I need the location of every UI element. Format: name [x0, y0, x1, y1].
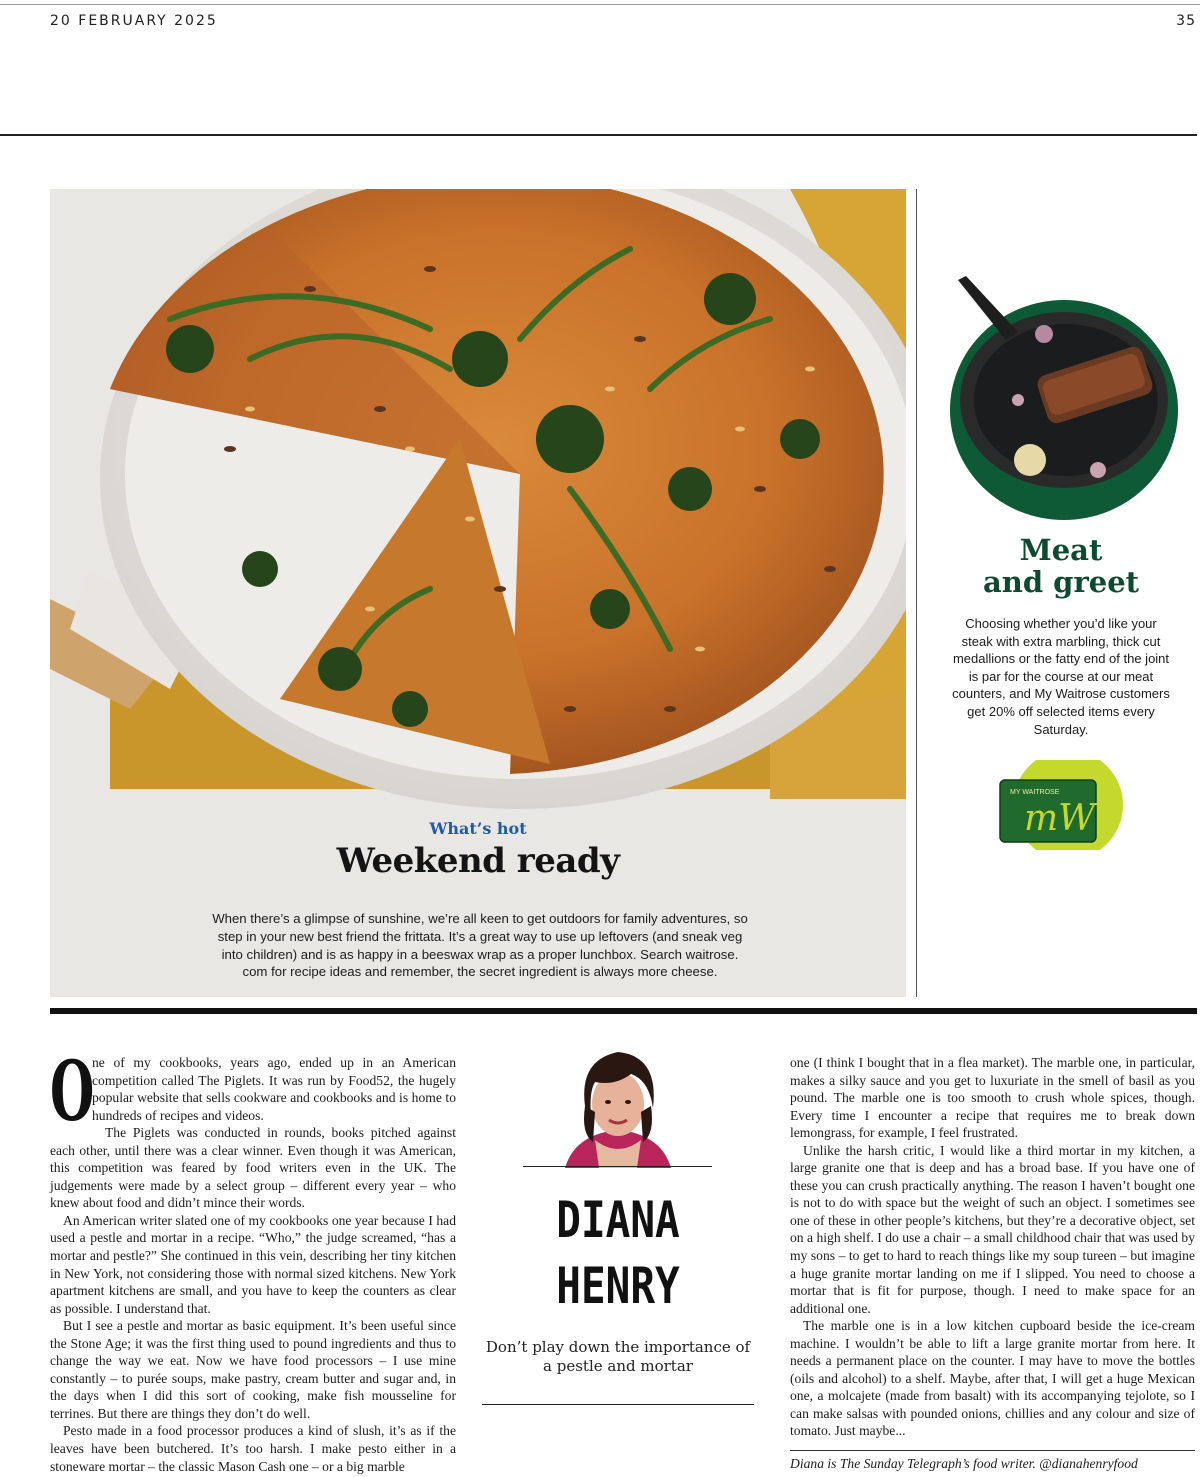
card-monogram: mW — [1024, 798, 1096, 839]
author-footnote: Diana is The Sunday Telegraph’s food writer. @dianahenryfood — [790, 1456, 1138, 1471]
top-rule — [0, 4, 1200, 5]
paragraph: ne of my cookbooks, years ago, ended up in an American competition called The Piglets. It was run by Food52, the hugely popular website that sells cookware and cookbooks and is home to hundreds of recipes and videos. — [92, 1055, 456, 1123]
issue-date: 20 FEBRUARY 2025 — [50, 13, 218, 29]
author-name-first: DIANA — [556, 1191, 680, 1249]
drop-cap: O — [50, 1044, 95, 1140]
page-number: 35 — [1176, 13, 1196, 29]
article-column-2 — [790, 1054, 1195, 1440]
sidebar-title-line-2: and greet — [982, 565, 1140, 599]
section-rule — [50, 1008, 1197, 1014]
paragraph: The Piglets was conducted in rounds, books pitched against each other, until there was a clear winner. Even though it was American, this competition was feared by food writers even in the UK. The judgements were made by a select group – different every year – who knew about food and didn’t mince their words. — [50, 1125, 456, 1211]
skillet-steak-icon — [948, 270, 1180, 522]
author-portrait — [545, 1046, 691, 1168]
article-column-1 — [50, 1044, 456, 1475]
paragraph: But I see a pestle and mortar as basic equipment. It’s been useful since the Stone Age; it was the first thing used to pound ingredients and thus to change the way we eat. Now we have food processors – I use mine constantly – to purée soups, make pastry, cream butter and sugar and, in the days when I did this sort of cooking, make fish mousseline for terrines. But there are things they don’t do well. — [50, 1318, 456, 1421]
sidebar-title-line-1: Meat — [1019, 533, 1103, 567]
column-divider — [916, 189, 917, 997]
standfirst-rule — [482, 1404, 754, 1405]
hero-title: Weekend ready — [336, 841, 620, 881]
sidebar-body: Choosing whether you’d like your steak with extra marbling, thick cut medallions or the fatty end of the joint is par for the course at our meat counters, and My Waitrose customers get 20% off selected items every Saturday. — [952, 616, 1170, 737]
footnote-rule — [790, 1450, 1195, 1451]
hero-panel — [50, 189, 906, 997]
author-name-last: HENRY — [556, 1257, 680, 1315]
paragraph: An American writer slated one of my cookbooks one year because I had used a pestle and mortar in a recipe. “Who,” the judge screamed, “has a mortar and pestle?” She continued in this vein, describing her tiny kitchen in New York, not considering those with normal sized kitchens. New York apartment kitchens are small, and you have to keep the counters as clear as possible. I understand that. — [50, 1212, 456, 1316]
hero-body: When there’s a glimpse of sunshine, we’re all keen to get outdoors for family adventures, so step in your new best friend the frittata. It’s a great way to use up leftovers (and sneak veg into children) and is as happy in a beeswax wrap as a proper lunchbox. Search waitrose. com for recipe ideas and remember, the secret ingredient is always more cheese. — [212, 911, 748, 980]
paragraph: Pesto made in a food processor produces a kind of slush, it’s as if the leaves have been butchered. It’s too harsh. I make pesto either in a stoneware mortar – the classic Mason Cash one – or a big marble — [50, 1423, 456, 1474]
portrait-rule — [523, 1166, 712, 1167]
hero-kicker: What’s hot — [429, 819, 527, 838]
header-rule — [0, 134, 1197, 136]
paragraph: Unlike the harsh critic, I would like a third mortar in my kitchen, a large granite one that is deep and has a broad base. If you have one of these you can crush practically anything. The reason I haven’t bought one is not to do with space but the weight of such an object. I sometimes see one of these in other people’s kitchens, but they’re a decorative object, set on a high shelf. I do use a chair – a small childhood chair that was used by my sons – to get to hard to reach things like my soup tureen – but imagine a huge granite mortar landing on me if I slipped. You need to choose a mortar that is fit for purpose, though. I need to make space for an additional one. — [790, 1142, 1195, 1316]
paragraph: one (I think I bought that in a flea market). The marble one, in particular, makes a silky sauce and you get to luxuriate in the smell of basil as you pound. The marble one is too smooth to crush whole spices, though. Every time I encounter a recipe that requires me to break down lemongrass, for example, I feel frustrated. — [790, 1055, 1195, 1141]
card-brand-text: MY WAITROSE — [1010, 789, 1060, 796]
my-waitrose-card-icon — [996, 760, 1126, 850]
sidebar-title — [930, 534, 1192, 598]
standfirst: Don’t play down the importance of a pestle and mortar — [485, 1338, 751, 1375]
paragraph: The marble one is in a low kitchen cupboard beside the ice-cream machine. I wouldn’t be able to lift a large granite mortar from here. It needs a permanent place on the counter. I may have to move the bottles (oils and alcohol) to a shelf. Maybe, after that, I will get a huge Mexican one, a molcajete (made from basalt) with its accompanying tejolote, so I can make salsas with pounded onions, chillies and any colour and size of tomato. Just maybe... — [790, 1318, 1195, 1439]
